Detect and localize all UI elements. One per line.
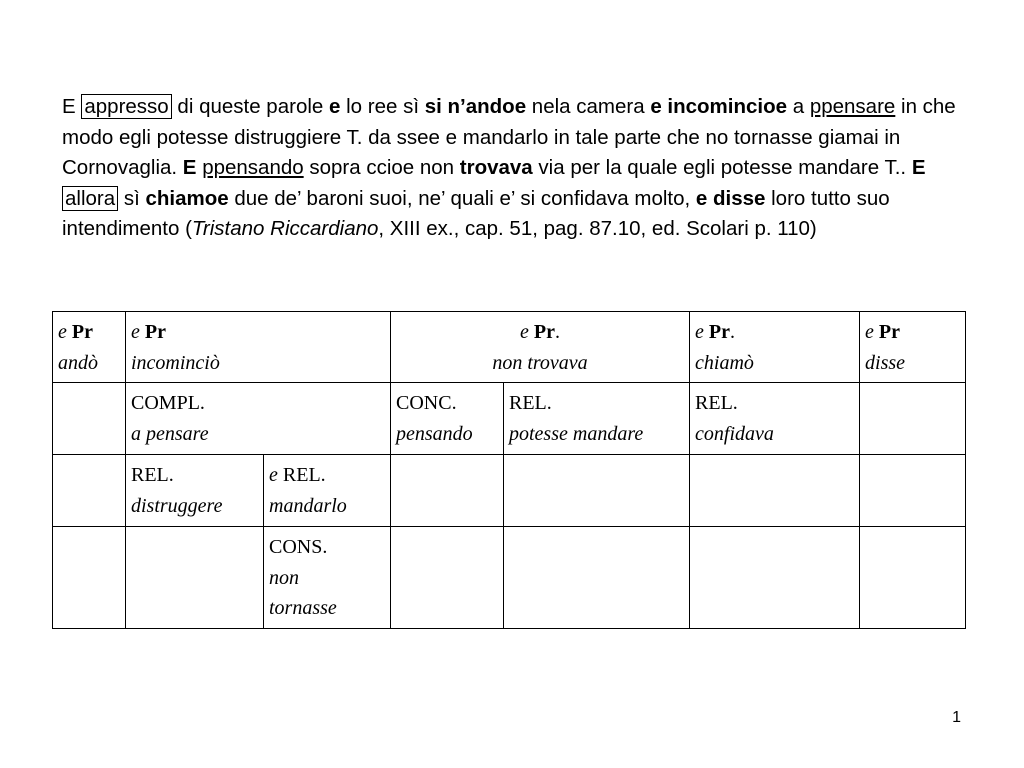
cell-main-4: e Pr. chiamò: [690, 312, 860, 383]
source-title: Tristano Riccardiano: [191, 217, 379, 240]
cell-empty: [391, 455, 504, 527]
table-row-main-clauses: [53, 312, 966, 383]
cell-cons: CONS. non tornasse: [264, 527, 391, 629]
cell-main-5: e Pr disse: [860, 312, 966, 383]
cell-empty: [504, 527, 690, 629]
underlined-word-ppensando: ppensando: [202, 156, 304, 179]
cell-empty: [391, 527, 504, 629]
page-number: 1: [952, 709, 961, 726]
cell-empty: [504, 455, 690, 527]
boxed-word-appresso: appresso: [81, 94, 171, 119]
clause-analysis-table: [52, 311, 966, 629]
cell-empty: [690, 527, 860, 629]
cell-rel-potesse: REL. potesse mandare: [504, 383, 690, 455]
table-row-level-4: [53, 527, 966, 629]
cell-empty: [860, 455, 966, 527]
cell-main-2: e Pr incominciò: [126, 312, 391, 383]
cell-empty: [53, 527, 126, 629]
underlined-word-ppensare: ppensare: [809, 95, 896, 118]
cell-empty: [690, 455, 860, 527]
boxed-word-allora: allora: [62, 186, 118, 211]
cell-empty: [53, 455, 126, 527]
cell-rel-distruggere: REL. distruggere: [126, 455, 264, 527]
cell-empty: [860, 383, 966, 455]
cell-erel-mandarlo: e REL. mandarlo: [264, 455, 391, 527]
cell-empty: [860, 527, 966, 629]
table-row-level-2: [53, 383, 966, 455]
cell-compl: COMPL. a pensare: [126, 383, 391, 455]
cell-rel-confidava: REL. confidava: [690, 383, 860, 455]
cell-main-1: e Pr andò: [53, 312, 126, 383]
cell-conc: CONC. pensando: [391, 383, 504, 455]
citation-passage: E appresso di queste parole e lo ree sì si n’andoe nela camera e incomincioe a ppensare in che modo egli potesse distruggiere T. da ssee e mandarlo in tale parte che no tornasse giamai in Cornovaglia. E ppensando sopra ccioe non trovava via per la quale egli potesse mandare T.. E allora sì chiamoe due de’ baroni suoi, ne’ quali e’ si confidava molto, e disse loro tutto suo intendimento (Tristano Riccardiano, XIII ex., cap. 51, pag. 87.10, ed. Scolari p. 110): [62, 95, 956, 240]
table-row-level-3: [53, 455, 966, 527]
cell-empty: [53, 383, 126, 455]
cell-main-3: e Pr. non trovava: [391, 312, 690, 383]
cell-empty: [126, 527, 264, 629]
